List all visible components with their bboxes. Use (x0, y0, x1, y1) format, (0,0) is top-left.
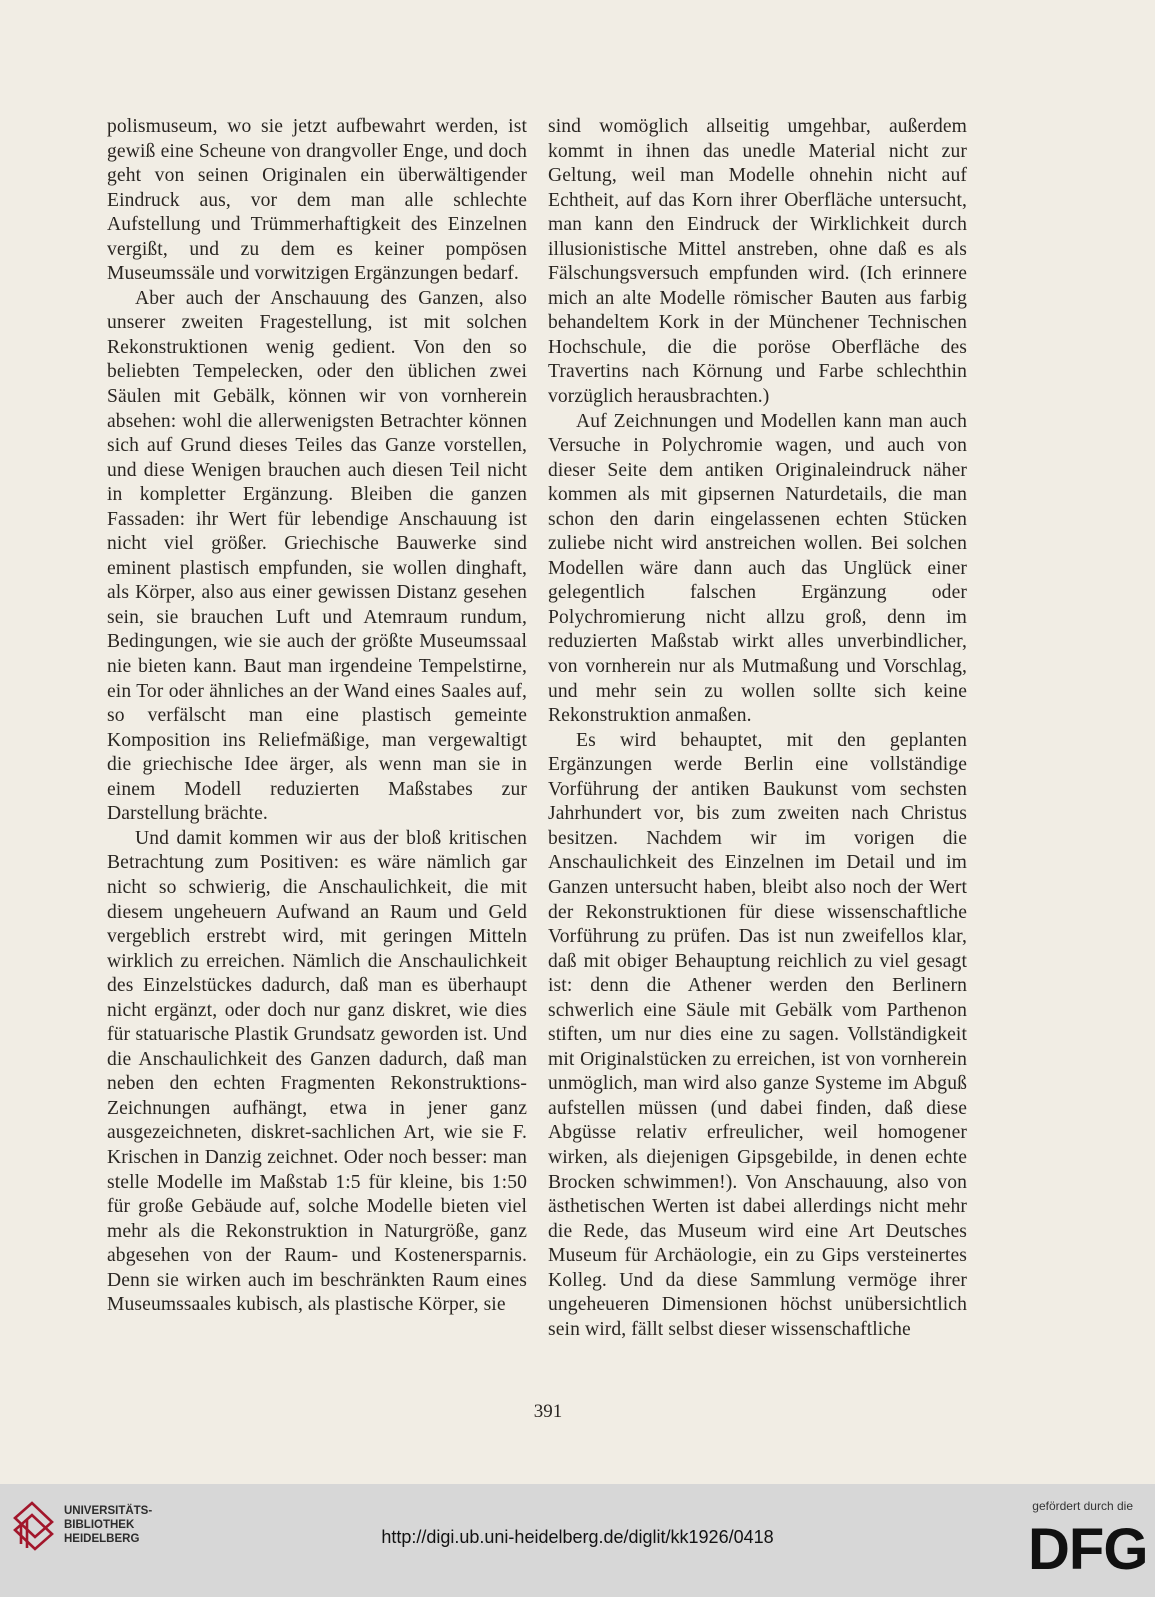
paragraph: sind womöglich allseitig umgehbar, außerdem kommt in ihnen das unedle Material nicht zur Geltung, weil man Modelle ohnehin nicht auf Echtheit, auf das Korn ihrer Oberfläche untersucht, man kann den Eindruck der Wirklichkeit durch illusionistische Mittel anstreben, ohne daß es als Fälschungsversuch empfunden wird. (Ich erinnere mich an alte Modelle römischer Bauten aus farbig behandeltem Kork in der Münchener Technischen Hochschule, die die poröse Oberfläche des Travertins nach Körnung und Farbe schlechthin vorzüglich herausbrachten.) (548, 116, 967, 408)
paragraph: Es wird behauptet, mit den geplanten Ergänzungen werde Berlin eine vollständige Vorführung der antiken Baukunst vom sechsten Jahrhundert vor, bis zum zweiten nach Christus besitzen. Nachdem wir im vorigen die Anschaulichkeit des Einzelnen im Detail und im Ganzen untersucht haben, bleibt also noch der Wert der Rekonstruktionen für diese wissenschaftliche Vorführung zu prüfen. Das ist nun zweifellos klar, daß mit obiger Behauptung reichlich zu viel gesagt ist: denn die Athener werden den Berlinern schwerlich eine Säule mit Gebälk vom Parthenon stiften, um nur dies eine zu sagen. Vollständigkeit mit Originalstücken zu erreichen, ist von vornherein unmöglich, man wird also ganze Systeme im Abguß aufstellen müssen (und dabei finden, daß diese Abgüsse relativ erfreulicher, weil homogener wirken, als diejenigen Gipsgebilde, in denen echte Brocken schwimmen!). Von Anschauung, also von ästhetischen Werten ist dabei allerdings nicht mehr die Rede, das Museum wird eine Art Deutsches Museum für Archäologie, ein zu Gips versteinertes Kolleg. Und da diese Sammlung vermöge ihrer ungeheueren Dimensionen höchst unübersichtlich sein wird, fällt selbst dieser wissenschaftliche (548, 729, 967, 1340)
right-text-column (548, 115, 967, 1342)
library-name-line: BIBLIOTHEK (64, 1519, 135, 1531)
left-text-column (107, 115, 527, 1318)
paragraph: Und damit kommen wir aus der bloß kritischen Betrachtung zum Positiven: es wäre nämlich gar nicht so schwierig, die Anschaulichkeit, die mit diesem ungeheuern Aufwand an Raum und Geld vergeblich erstrebt wird, mit geringen Mitteln wirklich zu erreichen. Nämlich die Anschaulichkeit des Einzelstückes dadurch, daß man es überhaupt nicht ergänzt, oder doch nur ganz diskret, wie dies für statuarische Plastik Grundsatz geworden ist. Und die Anschaulichkeit des Ganzen dadurch, daß man neben den echten Fragmenten Rekonstruktions-Zeichnungen aufhängt, etwa in jener ganz ausgezeichneten, diskret-sachlichen Art, wie sie F. Krischen in Danzig zeichnet. Oder noch besser: man stelle Modelle im Maßstab 1:5 für kleine, bis 1:50 für große Gebäude auf, solche Modelle bieten viel mehr als die Rekonstruktion in Naturgröße, ganz abgesehen von der Raum- und Kostenersparnis. Denn sie wirken auch im beschränkten Raum eines Museumssaales kubisch, als plastische Körper, sie (107, 827, 527, 1316)
paragraph: Auf Zeichnungen und Modellen kann man auch Versuche in Polychromie wagen, und auch von dieser Seite dem antiken Originaleindruck näher kommen als mit gipsernen Naturdetails, die man schon den darin eingelassenen echten Stücken zuliebe nicht wird anstreichen wollen. Bei solchen Modellen wäre dann auch das Unglück einer gelegentlich falschen Ergänzung oder Polychromierung nicht allzu groß, denn im reduzierten Maßstab wirkt alles unverbindlicher, von vornherein nur als Mutmaßung und Vorschlag, und mehr sein zu wollen sollte sich keine Rekonstruktion anmaßen. (548, 410, 967, 727)
library-name-line: HEIDELBERG (64, 1533, 140, 1545)
paragraph: polismuseum, wo sie jetzt aufbewahrt werden, ist gewiß eine Scheune von drangvoller Enge, und doch geht von seinen Originalen ein überwältigender Eindruck aus, vor dem man alle schlechte Aufstellung und Trümmerhaftigkeit des Einzelnen vergißt, und zu dem es keiner pompösen Museumssäle und vorwitzigen Ergänzungen bedarf. (107, 116, 527, 285)
dfg-logo[interactable]: DFG (1028, 1517, 1148, 1582)
page-number: 391 (533, 1401, 563, 1422)
footer-bar (0, 1484, 1155, 1597)
permalink-url[interactable]: http://digi.ub.uni-heidelberg.de/diglit/kk1926/0418 (381, 1527, 774, 1547)
paragraph: Aber auch der Anschauung des Ganzen, also unserer zweiten Fragestellung, ist mit solchen Rekonstruktionen wenig gedient. Von den so beliebten Tempelecken, oder den üblichen zwei Säulen mit Gebälk, können wir von vornherein absehen: wohl die allerwenigsten Betrachter können sich auf Grund dieses Teiles das Ganze vorstellen, und diese Wenigen brauchen auch diesen Teil nicht in kompletter Ergänzung. Bleiben die ganzen Fassaden: ihr Wert für lebendige Anschauung ist nicht viel größer. Griechische Bauwerke sind eminent plastisch empfunden, sie wollen dinghaft, als Körper, also aus einer gewissen Distanz gesehen sein, sie brauchen Luft und Atemraum rundum, Bedingungen, wie sie auch der größte Museumssaal nie bieten kann. Baut man irgendeine Tempelstirne, ein Tor oder ähnliches an der Wand eines Saales auf, so verfälscht man eine plastisch gemeinte Komposition ins Reliefmäßige, man vergewaltigt die griechische Idee ärger, als wenn man sie in einem Modell reduzierten Maßstabes zur Darstellung brächte. (107, 287, 527, 825)
library-name-line: UNIVERSITÄTS- (64, 1505, 153, 1517)
funded-by-label: gefördert durch die (1032, 1499, 1133, 1513)
